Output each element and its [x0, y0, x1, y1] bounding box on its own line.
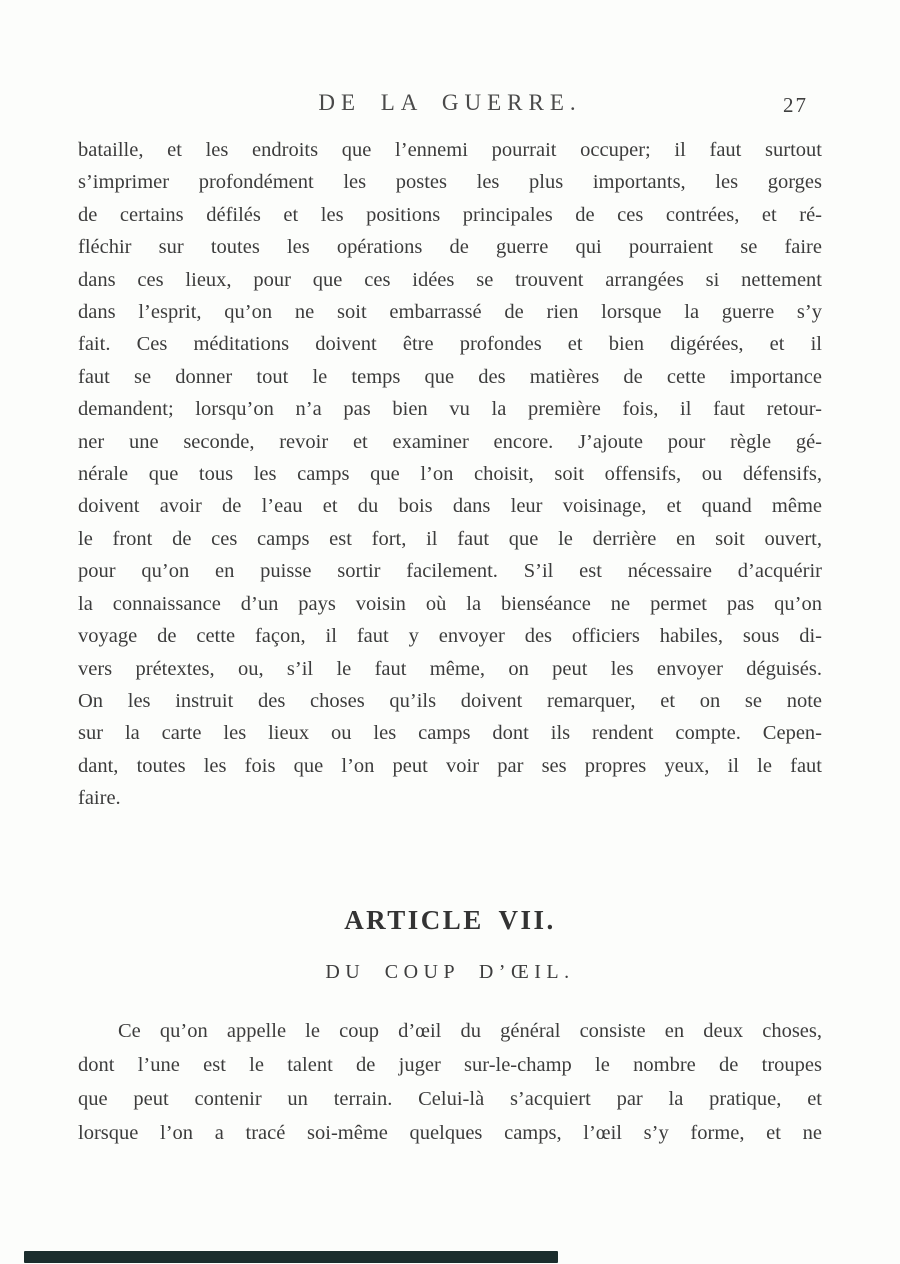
scan-artifact-bar — [24, 1251, 558, 1263]
text-line: lorsque l’on a tracé soi-même quelques camps, l’œil s’y forme, et ne — [78, 1122, 822, 1144]
text-line: faire. — [78, 787, 121, 810]
text-line: faut se donner tout le temps que des matières de cette importance — [78, 365, 822, 388]
text-line: de certains défilés et les positions principales de ces contrées, et ré- — [78, 203, 822, 226]
page-header — [0, 90, 900, 116]
article-heading: ARTICLE VII. — [344, 905, 556, 935]
text-line: que peut contenir un terrain. Celui-là s’acquiert par la pratique, et — [78, 1088, 822, 1110]
text-line: le front de ces camps est fort, il faut que le derrière en soit ouvert, — [78, 527, 822, 550]
running-title: DE LA GUERRE. — [318, 90, 582, 115]
text-line: sur la carte les lieux ou les camps dont ils rendent compte. Cepen- — [78, 722, 822, 745]
article-subheading: DU COUP D’ŒIL. — [325, 961, 575, 983]
text-line: s’imprimer profondément les postes les plus importants, les gorges — [78, 171, 822, 194]
text-line: la connaissance d’un pays voisin où la bienséance ne permet pas qu’on — [78, 592, 822, 615]
paragraph-continuation — [78, 134, 822, 815]
text-line: doivent avoir de l’eau et du bois dans leur voisinage, et quand même — [78, 495, 822, 518]
page-number: 27 — [783, 93, 808, 117]
text-line: Ce qu’on appelle le coup d’œil du général consiste en deux choses, — [118, 1020, 822, 1042]
text-line: pour qu’on en puisse sortir facilement. S’il est nécessaire d’acquérir — [78, 560, 822, 583]
text-line: bataille, et les endroits que l’ennemi pourrait occuper; il faut surtout — [78, 139, 822, 161]
text-line: dont l’une est le talent de juger sur-le-champ le nombre de troupes — [78, 1054, 822, 1076]
text-line: fléchir sur toutes les opérations de guerre qui pourraient se faire — [78, 236, 822, 259]
text-line: vers prétextes, ou, s’il le faut même, on peut les envoyer déguisés. — [78, 657, 822, 680]
text-line: demandent; lorsqu’on n’a pas bien vu la première fois, il faut retour- — [78, 398, 822, 421]
text-line: dans ces lieux, pour que ces idées se trouvent arrangées si nettement — [78, 268, 822, 291]
paragraph-coup-doeil — [78, 1014, 822, 1150]
text-line: On les instruit des choses qu’ils doivent remarquer, et on se note — [78, 689, 822, 712]
text-line: fait. Ces méditations doivent être profondes et bien digérées, et il — [78, 333, 822, 356]
text-line: dans l’esprit, qu’on ne soit embarrassé de rien lorsque la guerre s’y — [78, 301, 822, 324]
text-line: ner une seconde, revoir et examiner encore. J’ajoute pour règle gé- — [78, 430, 822, 453]
text-line: voyage de cette façon, il faut y envoyer des officiers habiles, sous di- — [78, 625, 822, 648]
text-line: nérale que tous les camps que l’on choisit, soit offensifs, ou défensifs, — [78, 463, 822, 486]
text-line: dant, toutes les fois que l’on peut voir par ses propres yeux, il le faut — [78, 754, 822, 777]
